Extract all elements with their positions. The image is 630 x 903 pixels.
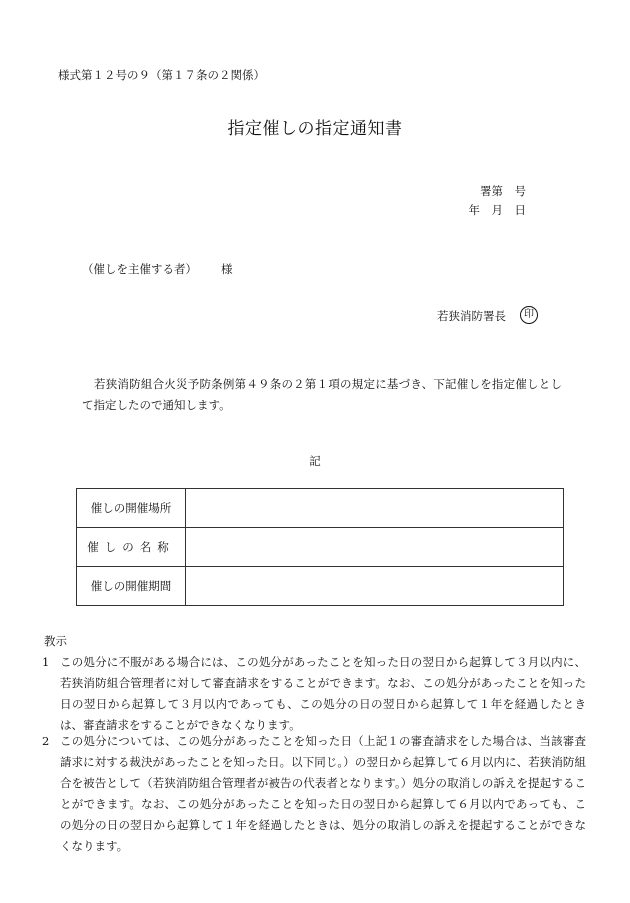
ki-heading: 記 (309, 454, 321, 468)
notice-item (42, 731, 586, 857)
notice-item-number: 2 (42, 734, 50, 748)
event-period-label: 催しの開催期間 (77, 567, 186, 606)
table-row (77, 567, 564, 606)
notice-item-text: この処分については、この処分があったことを知った日（上記１の審査請求をした場合は、当該審査請求に対する裁決があったことを知った日。以下同じ。）の翌日から起算して６月以内に、若狭消防組合を被告として（若狭消防組合管理者が被告の代表者となります。）処分の取消しの訴えを提起することができます。なお、この処分があったことを知った日の翌日から起算して６月以内であっても、この処分の日の翌日から起算して１年を経過したときは、処分の取消しの訴えを提起することができなくなります。 (60, 734, 586, 853)
event-name-label: 催しの名称 (77, 528, 186, 567)
form-number: 様式第１２号の９（第１７条の２関係） (58, 68, 265, 82)
addressee-label: （催しを主催する者） (82, 262, 197, 276)
document-number: 署第 号 (480, 184, 526, 198)
event-place-label: 催しの開催場所 (77, 489, 186, 528)
event-name-value[interactable] (186, 528, 564, 567)
body-text: 若狭消防組合火災予防条例第４９条の２第１項の規定に基づき、下記催しを指定催しとして指定したので通知します。 (82, 377, 562, 412)
event-period-value[interactable] (186, 567, 564, 606)
notice-item-number: 1 (42, 655, 50, 669)
addressee (82, 261, 233, 277)
table-row (77, 489, 564, 528)
seal-mark: 印 (520, 306, 538, 324)
addressee-honorific: 様 (221, 262, 233, 276)
notice-item (42, 652, 586, 736)
sender-name: 若狭消防署長 (437, 309, 506, 323)
document-title: 指定催しの指定通知書 (227, 119, 403, 139)
event-table (76, 488, 564, 606)
notice-heading: 教示 (44, 634, 67, 648)
event-place-value[interactable] (186, 489, 564, 528)
notice-item-text: この処分に不服がある場合には、この処分があったことを知った日の翌日から起算して３月以内に、若狭消防組合管理者に対して審査請求をすることができます。なお、この処分があったことを知った日の翌日から起算して３月以内であっても、この処分の日の翌日から起算して１年を経過したときは、審査請求をすることができなくなります。 (60, 655, 586, 732)
table-row (77, 528, 564, 567)
document-date: 年 月 日 (468, 203, 526, 217)
